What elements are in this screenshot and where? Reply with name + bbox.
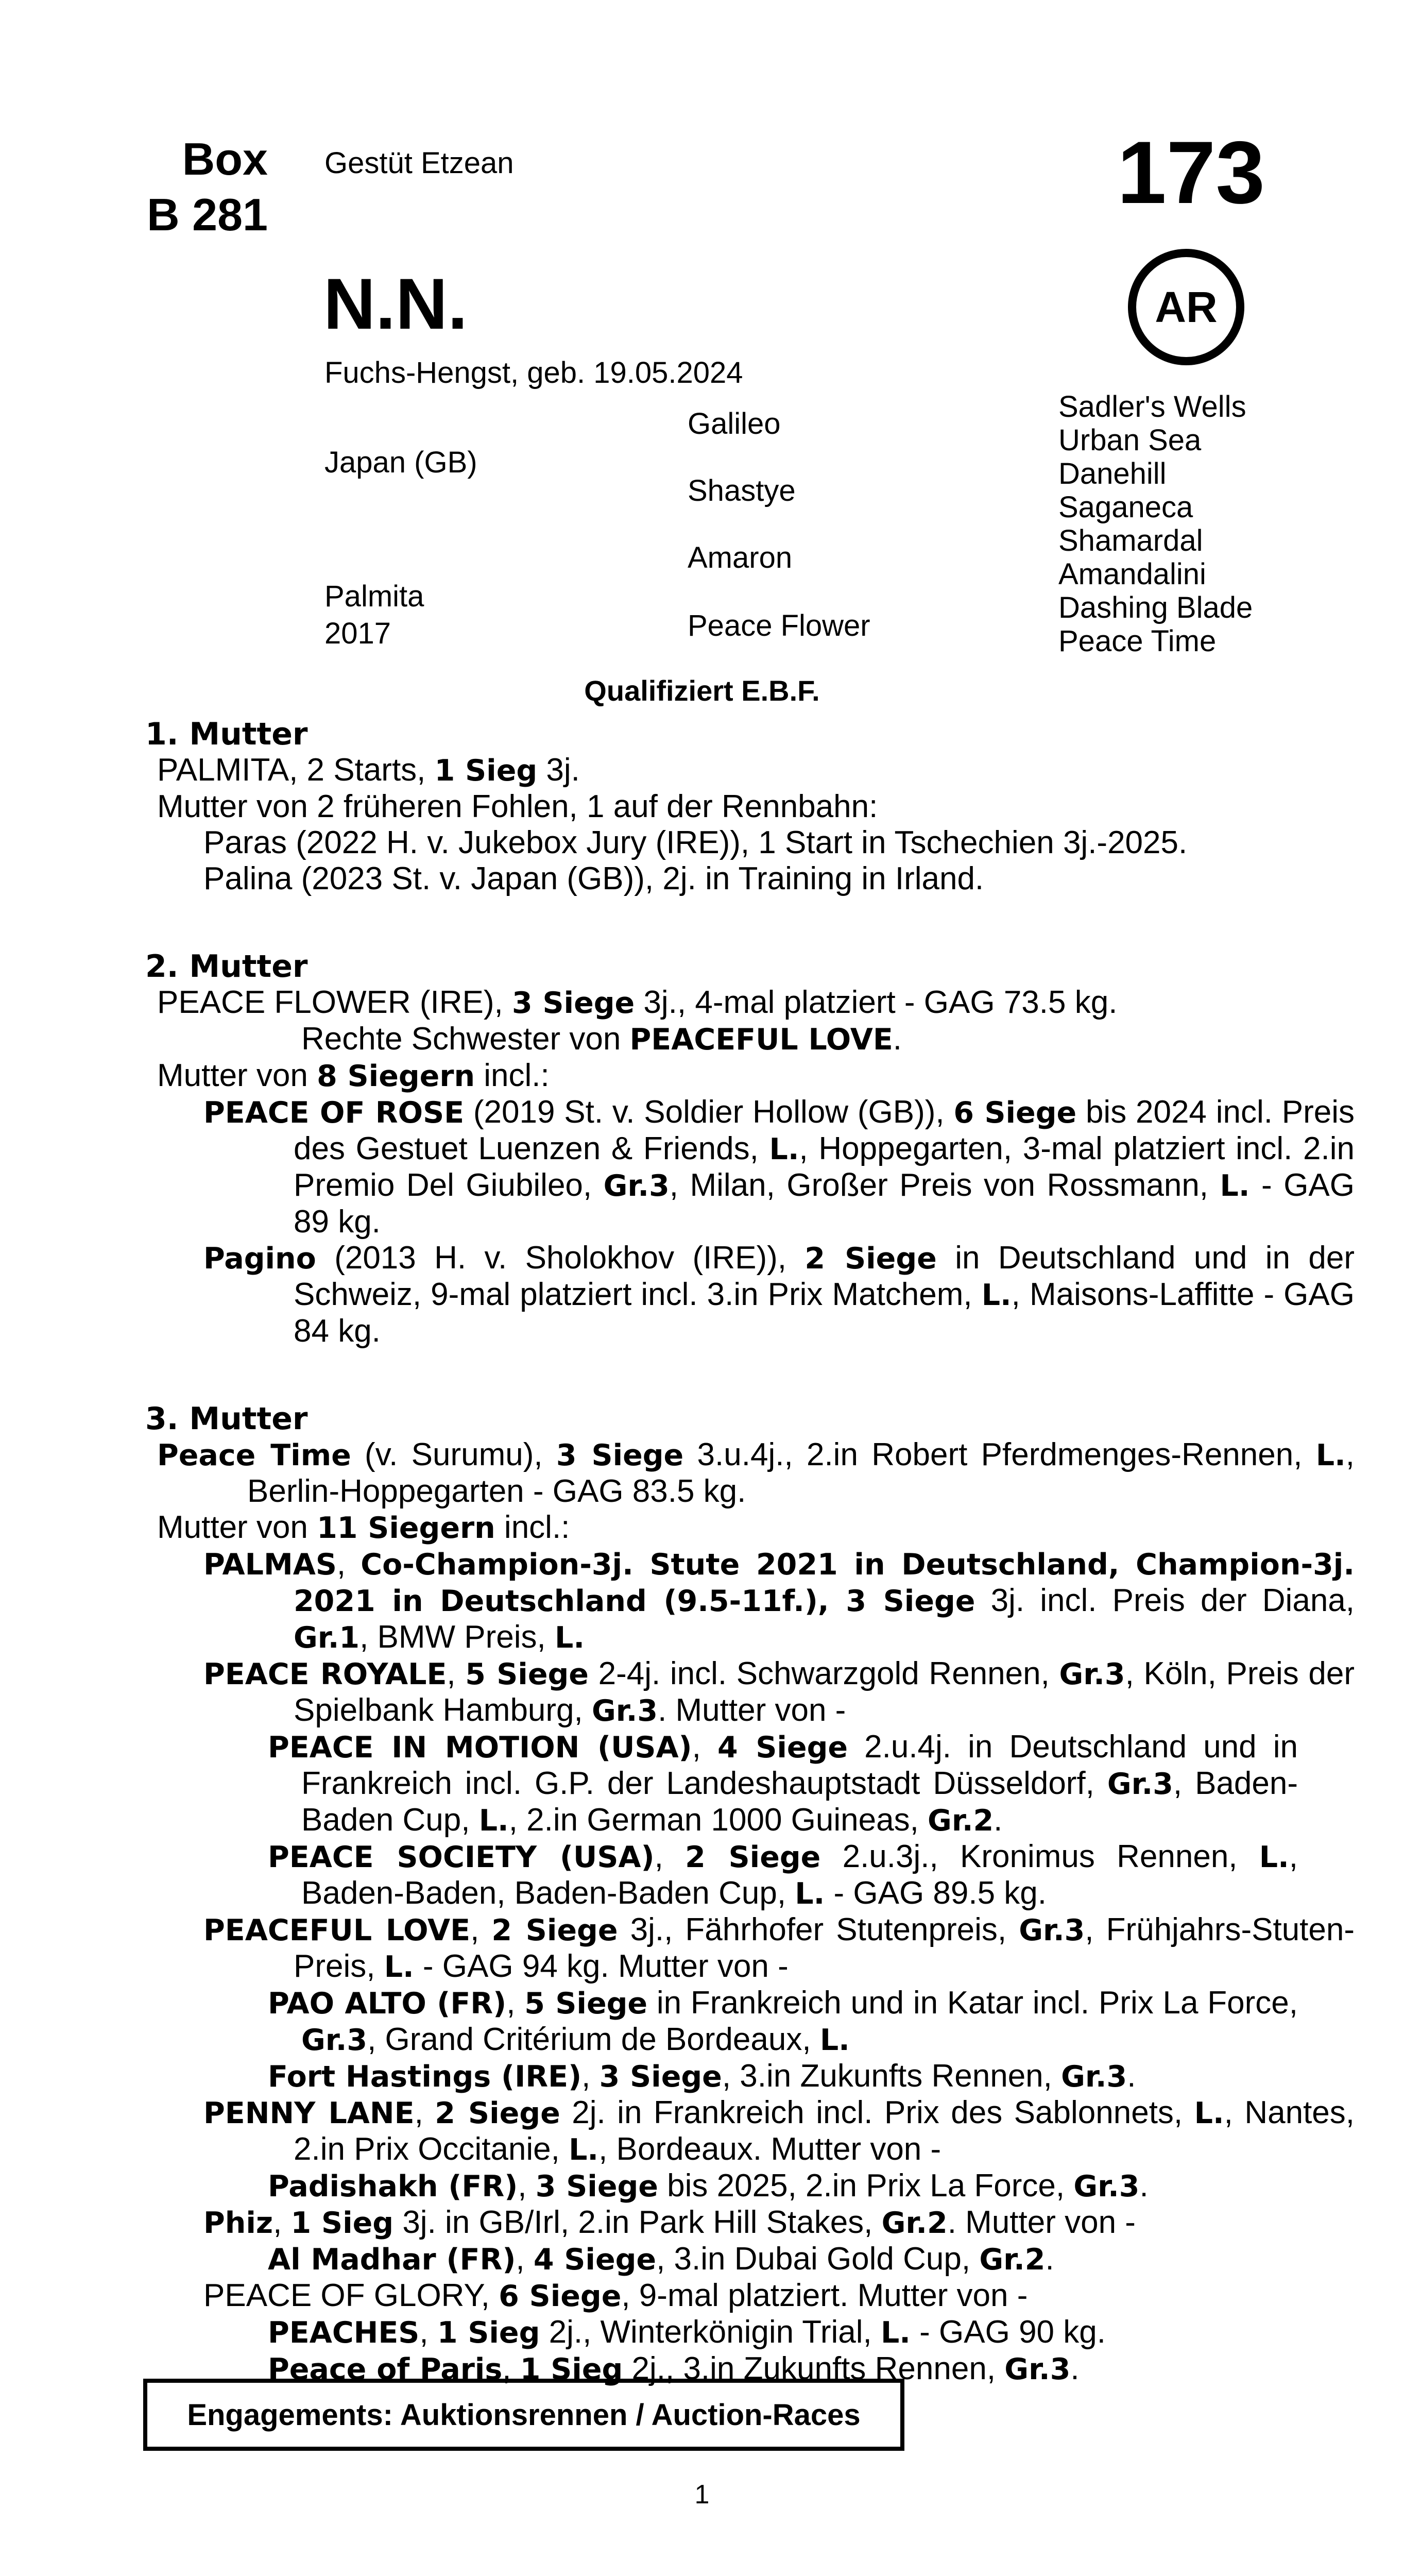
pedigree-gen3-4: Saganeca bbox=[1058, 490, 1193, 524]
third-dam-grandproduce-6b: Peace of Paris, 1 Sieg 2j., 3.in Zukunfts Rennen, Gr.3. bbox=[268, 2351, 1080, 2386]
ar-badge bbox=[1128, 249, 1244, 365]
third-dam-grandproduce-4a: Padishakh (FR), 3 Siege bis 2025, 2.in Prix La Force, Gr.3. bbox=[268, 2168, 1149, 2204]
pedigree-gen2-4: Peace Flower bbox=[688, 609, 870, 642]
pedigree-sire: Japan (GB) bbox=[324, 446, 477, 479]
third-dam-grandproduce-2a: PEACE IN MOTION (USA), 4 Siege 2.u.4j. in Deutschland und in Frankreich incl. G.P. der Landeshauptstadt Düsseldorf, Gr.3, Baden-Baden Cup, L., 2.in German 1000 Guineas, Gr.2. bbox=[268, 1729, 1298, 1838]
third-dam-grandproduce-3b: Fort Hastings (IRE), 3 Siege, 3.in Zukunfts Rennen, Gr.3. bbox=[268, 2058, 1136, 2094]
pedigree-gen3-6: Amandalini bbox=[1058, 557, 1206, 591]
horse-description: Fuchs-Hengst, geb. 19.05.2024 bbox=[324, 356, 743, 389]
lot-number: 173 bbox=[1117, 123, 1265, 222]
first-dam-produce-summary: Mutter von 2 früheren Fohlen, 1 auf der Rennbahn: bbox=[157, 789, 878, 824]
box-line-2: B 281 bbox=[147, 189, 268, 240]
second-dam-title: 2. Mutter bbox=[145, 948, 308, 985]
first-dam-produce-1: Paras (2022 H. v. Jukebox Jury (IRE)), 1 Start in Tschechien 3j.-2025. bbox=[203, 825, 1188, 860]
third-dam-grandproduce-2b: PEACE SOCIETY (USA), 2 Siege 2.u.3j., Kronimus Rennen, L., Baden-Baden, Baden-Baden Cup, L. - GAG 89.5 kg. bbox=[268, 1839, 1298, 1911]
third-dam-title: 3. Mutter bbox=[145, 1401, 308, 1437]
family-content bbox=[0, 716, 1404, 2387]
third-dam-produce-1: PALMAS, Co-Champion-3j. Stute 2021 in Deutschland, Champion-3j. 2021 in Deutschland (9.5-11f.), 3 Siege 3j. incl. Preis der Diana, Gr.1, BMW Preis, L. bbox=[203, 1546, 1355, 1655]
third-dam-produce-3: PEACEFUL LOVE, 2 Siege 3j., Fährhofer Stutenpreis, Gr.3, Frühjahrs-Stuten-Preis, L. - GAG 94 kg. Mutter von - bbox=[203, 1912, 1355, 1984]
third-dam-produce-4: PENNY LANE, 2 Siege 2j. in Frankreich incl. Prix des Sablonnets, L., Nantes, 2.in Prix Occitanie, L., Bordeaux. Mutter von - bbox=[203, 2095, 1355, 2167]
pedigree-gen3-2: Urban Sea bbox=[1058, 423, 1202, 457]
third-dam-produce-summary: Mutter von 11 Siegern incl.: bbox=[157, 1510, 570, 1545]
pedigree-gen3-1: Sadler's Wells bbox=[1058, 390, 1246, 423]
qualified-note: Qualifiziert E.B.F. bbox=[584, 674, 820, 707]
second-dam-record: PEACE FLOWER (IRE), 3 Siege 3j., 4-mal platziert - GAG 73.5 kg. bbox=[157, 985, 1118, 1020]
third-dam-grandproduce-3a: PAO ALTO (FR), 5 Siege in Frankreich und in Katar incl. Prix La Force, Gr.3, Grand Critérium de Bordeaux, L. bbox=[268, 1985, 1298, 2057]
third-dam-grandproduce-5a: Al Madhar (FR), 4 Siege, 3.in Dubai Gold Cup, Gr.2. bbox=[268, 2241, 1054, 2277]
engagements-text: Engagements: Auktionsrennen / Auction-Races bbox=[187, 2398, 861, 2432]
second-dam-sibling: Rechte Schwester von PEACEFUL LOVE. bbox=[301, 1021, 902, 1057]
box-label bbox=[113, 131, 268, 243]
pedigree-gen2-2: Shastye bbox=[688, 474, 796, 507]
pedigree-gen3-3: Danehill bbox=[1058, 457, 1167, 490]
third-dam-produce-6: PEACE OF GLORY, 6 Siege, 9-mal platziert. Mutter von - bbox=[203, 2278, 1028, 2313]
third-dam-record: Peace Time (v. Surumu), 3 Siege 3.u.4j., 2.in Robert Pferdmenges-Rennen, L., Berlin-Hoppegarten - GAG 83.5 kg. bbox=[157, 1437, 1355, 1509]
pedigree-gen3-5: Shamardal bbox=[1058, 524, 1203, 557]
third-dam-produce-5: Phiz, 1 Sieg 3j. in GB/Irl, 2.in Park Hill Stakes, Gr.2. Mutter von - bbox=[203, 2205, 1136, 2240]
first-dam-produce-2: Palina (2023 St. v. Japan (GB)), 2j. in Training in Irland. bbox=[203, 861, 984, 896]
box-line-1: Box bbox=[182, 133, 268, 184]
first-dam-record: PALMITA, 2 Starts, 1 Sieg 3j. bbox=[157, 752, 580, 788]
pedigree-gen3-7: Dashing Blade bbox=[1058, 591, 1253, 624]
pedigree-gen3-8: Peace Time bbox=[1058, 624, 1217, 658]
second-dam-produce-2: Pagino (2013 H. v. Sholokhov (IRE)), 2 Siege in Deutschland und in der Schweiz, 9-mal platziert incl. 3.in Prix Matchem, L., Maisons-Laffitte - GAG 84 kg. bbox=[203, 1240, 1355, 1349]
breeder: Gestüt Etzean bbox=[324, 146, 514, 180]
first-dam-title: 1. Mutter bbox=[145, 716, 308, 752]
page-number: 1 bbox=[694, 2480, 710, 2510]
second-dam-produce-1: PEACE OF ROSE (2019 St. v. Soldier Hollow (GB)), 6 Siege bis 2024 incl. Preis des Gestuet Luenzen & Friends, L., Hoppegarten, 3-mal platziert incl. 2.in Premio Del Giubileo, Gr.3, Milan, Großer Preis von Rossmann, L. - GAG 89 kg. bbox=[203, 1094, 1355, 1240]
third-dam-grandproduce-6a: PEACHES, 1 Sieg 2j., Winterkönigin Trial, L. - GAG 90 kg. bbox=[268, 2314, 1106, 2350]
third-dam-produce-2: PEACE ROYALE, 5 Siege 2-4j. incl. Schwarzgold Rennen, Gr.3, Köln, Preis der Spielbank Hamburg, Gr.3. Mutter von - bbox=[203, 1656, 1355, 1728]
ar-badge-text: AR bbox=[1155, 282, 1218, 331]
second-dam-produce-summary: Mutter von 8 Siegern incl.: bbox=[157, 1058, 550, 1093]
pedigree-gen2-3: Amaron bbox=[688, 541, 793, 574]
pedigree-gen2-1: Galileo bbox=[688, 407, 781, 440]
engagements-box bbox=[143, 2379, 904, 2451]
horse-name: N.N. bbox=[323, 263, 468, 344]
pedigree-dam: Palmita bbox=[324, 580, 424, 613]
pedigree-dam-year: 2017 bbox=[324, 617, 391, 650]
